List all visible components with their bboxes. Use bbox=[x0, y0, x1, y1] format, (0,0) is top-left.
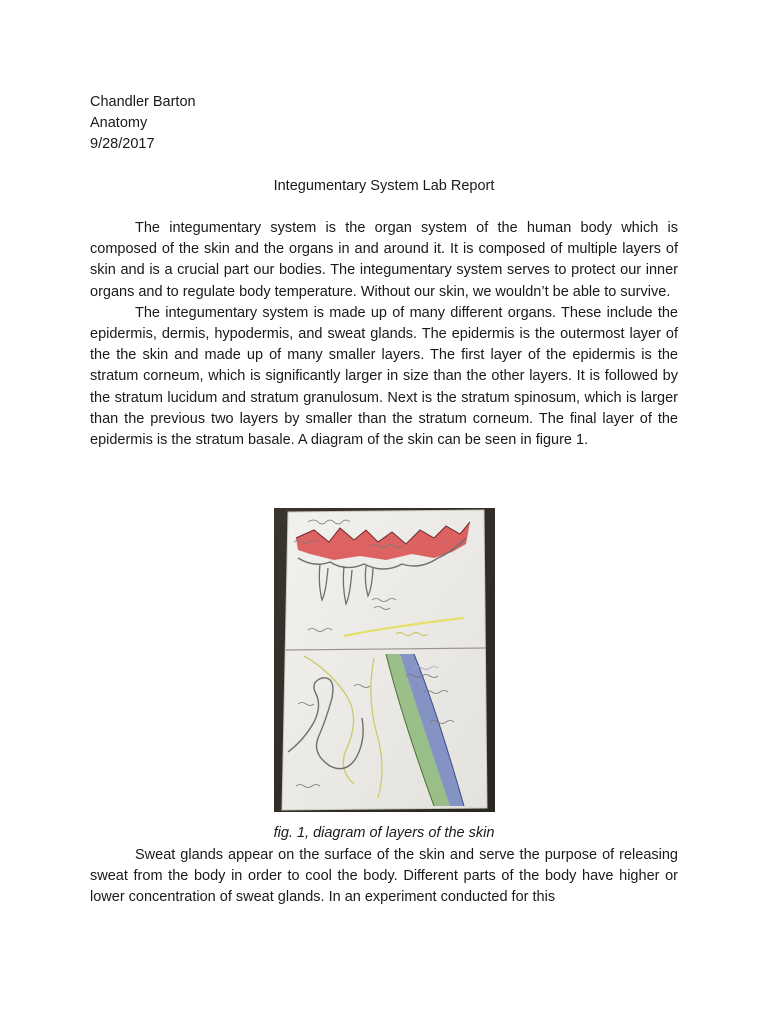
paragraph-layers: The integumentary system is made up of many different organs. These include the epidermis, dermis, hypodermis, and sweat glands. The epidermis is the outermost layer of the the skin and made up of many smaller layers. The first layer of the epidermis is the stratum corneum, which is significantly larger in size than the other layers. It is followed by the stratum lucidum and stratum granulosum. Next is the stratum spinosum, which is larger than the previous two layers by smaller than the stratum corneum. The final layer of the epidermis is the stratum basale. A diagram of the skin can be seen in figure 1. bbox=[90, 304, 678, 449]
figure-caption: fig. 1, diagram of layers of the skin bbox=[273, 825, 495, 841]
document-continued bbox=[90, 845, 678, 909]
paragraph-intro: The integumentary system is the organ system of the human body which is composed of the skin and the organs in and around it. It is composed of multiple layers of skin and is a crucial part our bodies. The integumentary system serves to protect our inner organs and to regulate body temperature. Without our skin, we wouldn’t be able to survive. bbox=[90, 220, 678, 300]
paragraph-sweat-glands: Sweat glands appear on the surface of the skin and serve the purpose of releasing sweat from the body in order to cool the body. Different parts of the body have higher or lower concentration of sweat glands. In an experiment conducted for this bbox=[90, 847, 678, 906]
report-date: 9/28/2017 bbox=[90, 136, 155, 152]
course-name: Anatomy bbox=[90, 115, 148, 131]
skin-diagram-photo bbox=[274, 508, 495, 812]
author-name: Chandler Barton bbox=[90, 94, 196, 110]
report-title: Integumentary System Lab Report bbox=[273, 178, 495, 194]
document-page bbox=[90, 92, 678, 451]
